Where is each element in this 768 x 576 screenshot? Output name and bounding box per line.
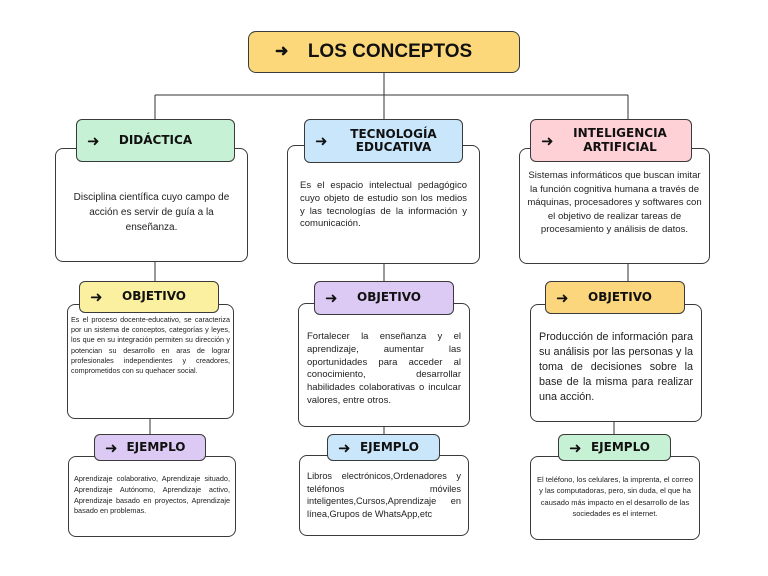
- inteligencia-objective-tag: [545, 281, 685, 314]
- tecnologia-example-tag: [327, 434, 440, 461]
- page-title: LOS CONCEPTOS: [307, 40, 473, 62]
- didactica-objective: Es el proceso docente-educativo, se caracteriza por un sistema de conceptos, categorías y leyes, los que en su integración permiten su dirección y potencian su desarrollo en aras de lograr profesionales independientes y creadores, comprometidos con su quehacer social.: [71, 315, 230, 376]
- arrow-icon: ➜: [338, 438, 351, 457]
- arrow-icon: ➜: [275, 43, 289, 61]
- didactica-example-tag: [94, 434, 206, 461]
- arrow-icon: ➜: [90, 287, 103, 306]
- didactica-example-label: EJEMPLO: [126, 439, 186, 454]
- arrow-icon: ➜: [541, 131, 554, 150]
- tecnologia-example-card: [299, 455, 469, 536]
- didactica-definition-card: [55, 148, 248, 262]
- inteligencia-example: El teléfono, los celulares, la imprenta, el correo y las computadoras, pero, sin duda, el que ha causado más impacto en el desarrollo de las sociedades es el internet.: [537, 475, 693, 518]
- arrow-icon: ➜: [556, 288, 569, 307]
- inteligencia-example-card: [530, 456, 700, 540]
- tecnologia-heading-line1: TECNOLOGÍA: [350, 126, 437, 141]
- didactica-objective-card: [67, 304, 234, 419]
- didactica-objective-label: OBJETIVO: [122, 289, 186, 304]
- arrow-icon: ➜: [569, 438, 582, 457]
- inteligencia-example-label: EJEMPLO: [590, 439, 650, 454]
- inteligencia-heading: [555, 127, 667, 153]
- didactica-heading-tag: [76, 119, 235, 162]
- didactica-objective-tag: [79, 281, 219, 313]
- title-box: [248, 31, 520, 73]
- inteligencia-objective-card: [530, 304, 702, 422]
- tecnologia-definition: Es el espacio intelectual pedagógico cuyo objeto de estudio son los medios y las tecnologías de la información y comunicación.: [300, 180, 467, 230]
- inteligencia-definition: Sistemas informáticos que buscan imitar la función cognitiva humana a través de máquinas, procesadores y softwares con el objetivo de realizar tareas de procesamiento y análisis de datos.: [527, 170, 702, 235]
- tecnologia-heading-line2: EDUCATIVA: [355, 140, 432, 154]
- didactica-definition: Disciplina científica cuyo campo de acción es servir de guía a la enseñanza.: [73, 191, 230, 233]
- tecnologia-objective-label: OBJETIVO: [357, 290, 421, 305]
- inteligencia-heading-line2: ARTIFICIAL: [583, 139, 657, 154]
- tecnologia-example-label: EJEMPLO: [359, 439, 419, 454]
- tecnologia-example: Libros electrónicos,Ordenadores y teléfonos móviles inteligentes,Cursos,Aprendizaje en línea,Grupos de WhatsApp,etc: [307, 471, 461, 519]
- tecnologia-objective-card: [298, 303, 470, 427]
- inteligencia-objective: Producción de información para su análisis por las personas y la toma de decisiones sobre la base de la misma para realizar una acción.: [539, 331, 693, 403]
- tecnologia-heading-tag: [304, 119, 463, 163]
- inteligencia-example-tag: [558, 434, 671, 461]
- inteligencia-objective-label: OBJETIVO: [588, 289, 652, 304]
- arrow-icon: ➜: [105, 438, 118, 457]
- tecnologia-heading: [330, 128, 436, 154]
- arrow-icon: ➜: [87, 131, 100, 150]
- arrow-icon: ➜: [325, 288, 338, 307]
- didactica-heading: DIDÁCTICA: [118, 132, 193, 147]
- tecnologia-objective-tag: [314, 281, 454, 315]
- inteligencia-heading-tag: [530, 119, 692, 162]
- inteligencia-definition-card: [519, 148, 710, 264]
- tecnologia-objective: Fortalecer la enseñanza y el aprendizaje, aumentar las oportunidades para acceder al conocimiento, desarrollar habilidades colaborativas o inculcar valores, entre otros.: [307, 331, 461, 406]
- didactica-example: Aprendizaje colaborativo, Aprendizaje situado, Aprendizaje Autónomo, Aprendizaje activo, Aprendizaje basado en proyectos, Aprendizaje basado en problemas.: [74, 474, 230, 516]
- didactica-example-card: [68, 456, 236, 537]
- inteligencia-heading-line1: INTELIGENCIA: [573, 126, 667, 141]
- arrow-icon: ➜: [315, 131, 328, 150]
